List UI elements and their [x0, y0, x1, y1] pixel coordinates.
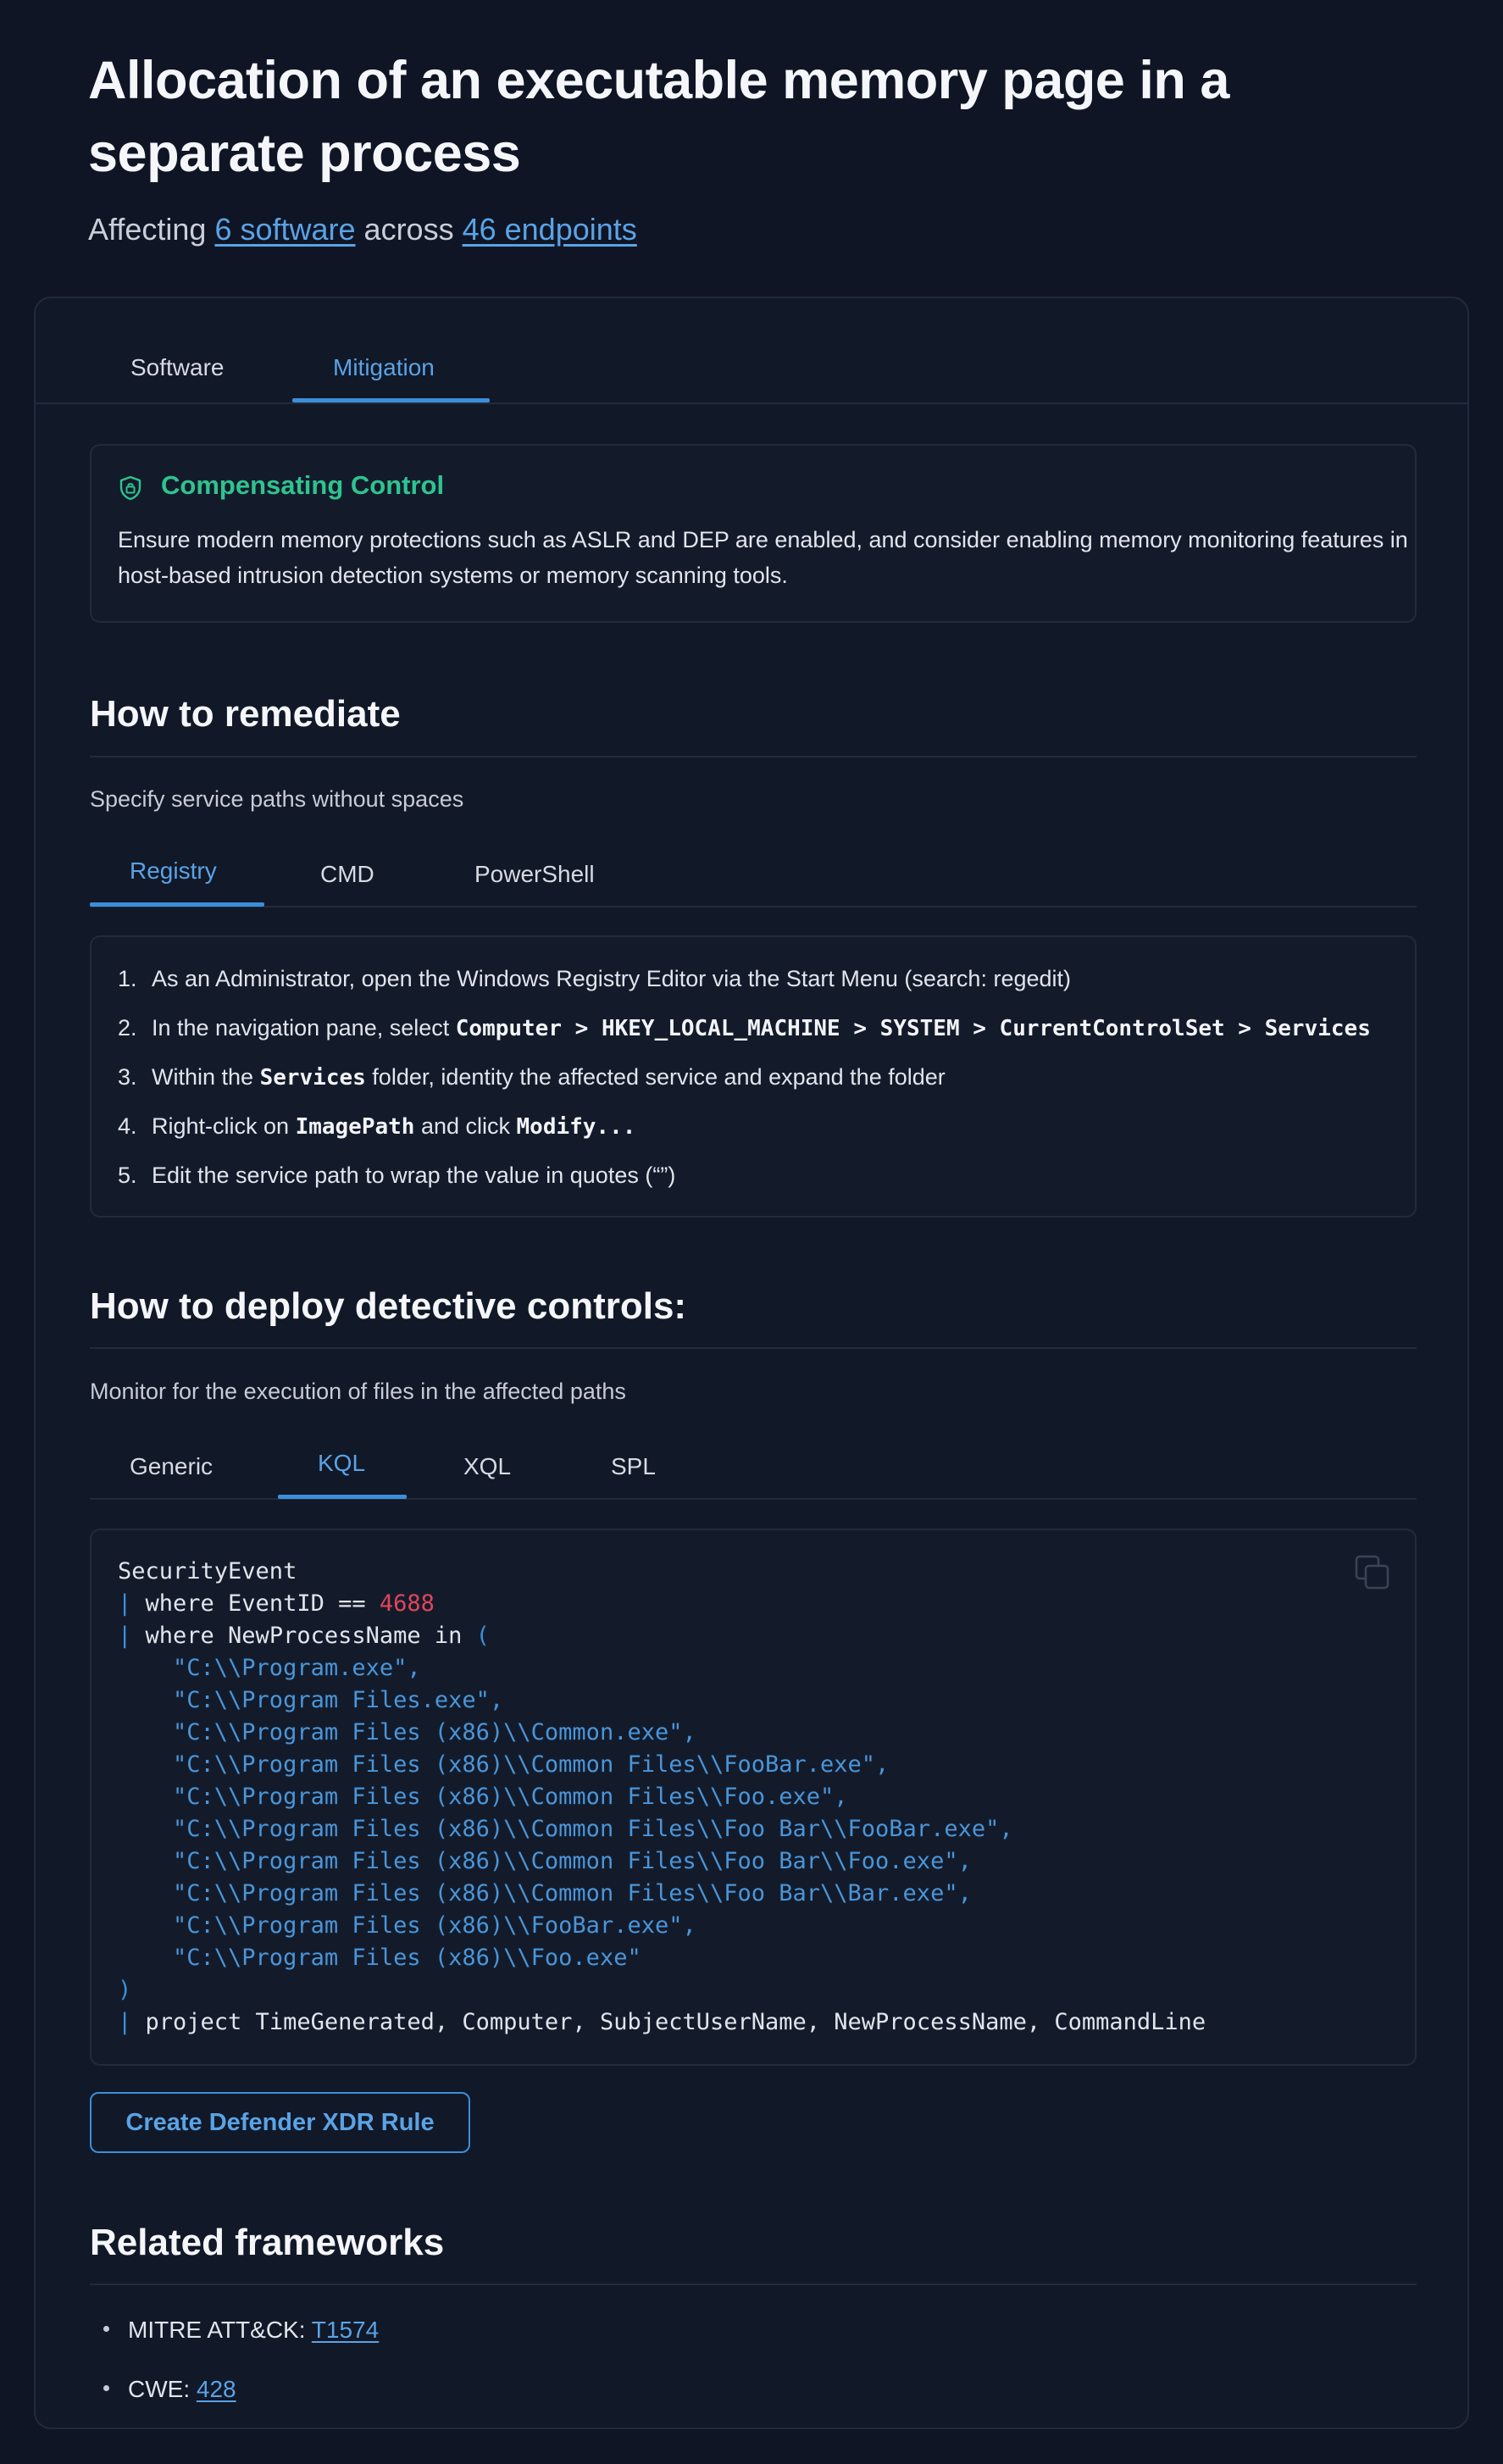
kql-query [118, 1556, 1206, 2039]
code-token: "C:\\Program Files (x86)\\Common.exe", [118, 1719, 696, 1745]
divider [90, 2284, 1417, 2285]
code-token: "C:\\Program Files (x86)\\Common Files\\Foo Bar\\Foo.exe", [118, 1848, 972, 1874]
code-line [118, 1942, 1206, 1974]
tab-software[interactable]: Software [130, 354, 225, 380]
code-token: "C:\\Program.exe", [118, 1655, 421, 1681]
remediation-step [118, 1052, 1414, 1102]
compensating-control-text: Ensure modern memory protections such as ASLR and DEP are enabled, and consider enabling memory monitoring features in host-based intrusion detection systems or memory scanning tools. [118, 527, 1408, 588]
code-token: | [118, 1590, 146, 1617]
code-token: 4688 [379, 1590, 435, 1617]
remediate-heading: How to remediate [90, 693, 401, 735]
code-token: | [118, 1623, 146, 1649]
step-number: 2. [118, 1015, 137, 1041]
code-line [118, 1910, 1206, 1942]
detective-subtitle: Monitor for the execution of files in the affected paths [90, 1379, 626, 1404]
bullet [103, 2326, 109, 2332]
step-code: Modify... [516, 1114, 636, 1140]
frameworks-heading: Related frameworks [90, 2222, 445, 2263]
code-token: where NewProcessName in [145, 1623, 476, 1649]
affecting-mid: across [363, 212, 454, 247]
code-line [118, 1878, 1206, 1910]
tab-generic[interactable]: Generic [130, 1453, 214, 1479]
framework-label: MITRE ATT&CK: [128, 2317, 306, 2343]
detective-heading: How to deploy detective controls: [90, 1285, 687, 1327]
remediate-tabbar-line [90, 906, 1417, 907]
tab-xql[interactable]: XQL [463, 1453, 512, 1479]
remediation-step [118, 1151, 1414, 1200]
code-line [118, 1749, 1206, 1781]
step-number: 5. [118, 1163, 137, 1188]
code-token: "C:\\Program Files (x86)\\Common Files\\Foo Bar\\FooBar.exe", [118, 1816, 1013, 1842]
step-number: 3. [118, 1064, 137, 1090]
code-line [118, 1717, 1206, 1749]
cwe-link[interactable]: 428 [196, 2376, 236, 2402]
code-line [118, 1684, 1206, 1717]
tab-mitigation[interactable]: Mitigation [333, 354, 435, 380]
shield-lock-icon [118, 475, 143, 501]
code-token: "C:\\Program Files (x86)\\Common Files\\FooBar.exe", [118, 1751, 890, 1778]
divider [90, 1347, 1417, 1349]
step-text: Edit the service path to wrap the value in quotes (“”) [152, 1163, 676, 1188]
code-line [118, 1781, 1206, 1813]
code-block [90, 1529, 1417, 2066]
endpoints-count-link[interactable]: 46 endpoints [462, 212, 637, 247]
code-token: SecurityEvent [118, 1558, 297, 1584]
code-token: | [118, 2009, 146, 2035]
detail-card [34, 297, 1469, 2429]
step-code: Services [259, 1065, 366, 1090]
create-defender-xdr-rule-button[interactable]: Create Defender XDR Rule [90, 2092, 470, 2153]
remediation-steps-list [118, 954, 1414, 1200]
step-text: and click [414, 1113, 517, 1139]
code-line [118, 1974, 1206, 2006]
remediate-tab-indicator [90, 902, 264, 907]
code-line [118, 1652, 1206, 1684]
tab-cmd[interactable]: CMD [320, 861, 374, 887]
detective-tab-indicator [278, 1495, 407, 1499]
step-code: ImagePath [295, 1114, 415, 1140]
code-token: ) [118, 1977, 132, 2003]
step-number: 1. [118, 966, 137, 991]
code-token: project TimeGenerated, Computer, SubjectUserName, NewProcessName, CommandLine [145, 2009, 1206, 2035]
step-text: In the navigation pane, select [152, 1015, 456, 1041]
tab-kql[interactable]: KQL [318, 1450, 366, 1476]
remediation-step [118, 1102, 1414, 1151]
step-code: Computer > HKEY_LOCAL_MACHINE > SYSTEM > CurrentControlSet > Services [455, 1016, 1371, 1041]
code-line [118, 1588, 1206, 1620]
step-number: 4. [118, 1113, 137, 1139]
framework-item-cwe [103, 2376, 236, 2403]
divider [90, 756, 1417, 758]
affecting-summary [88, 212, 637, 247]
compensating-control-title: Compensating Control [161, 470, 445, 500]
code-token: "C:\\Program Files (x86)\\Common Files\\Foo Bar\\Bar.exe", [118, 1880, 972, 1906]
remediation-steps-box [90, 935, 1417, 1218]
step-text: folder, identity the affected service and expand the folder [365, 1064, 946, 1090]
code-line [118, 1813, 1206, 1845]
tab-active-indicator [292, 398, 490, 402]
bullet [103, 2385, 109, 2391]
tab-spl[interactable]: SPL [611, 1453, 656, 1479]
remediation-step [118, 1003, 1414, 1052]
code-token: "C:\\Program Files (x86)\\FooBar.exe", [118, 1912, 696, 1939]
compensating-control-box [90, 444, 1417, 623]
page-title: Allocation of an executable memory page in a separate process [88, 51, 1229, 183]
framework-item-mitre [103, 2317, 379, 2344]
tab-registry[interactable]: Registry [130, 857, 217, 884]
remediation-step [118, 954, 1414, 1003]
code-line [118, 1620, 1206, 1652]
code-line [118, 2006, 1206, 2039]
step-text: As an Administrator, open the Windows Registry Editor via the Start Menu (search: regedit) [152, 966, 1071, 991]
code-token: where EventID == [145, 1590, 380, 1617]
framework-label: CWE: [128, 2376, 191, 2402]
software-count-link[interactable]: 6 software [214, 212, 356, 247]
code-line [118, 1556, 1206, 1588]
tab-powershell[interactable]: PowerShell [474, 861, 595, 887]
code-line [118, 1845, 1206, 1878]
copy-icon[interactable] [1354, 1554, 1391, 1591]
code-token: ( [475, 1623, 490, 1649]
main-tabbar [36, 298, 1467, 404]
mitre-technique-link[interactable]: T1574 [311, 2317, 380, 2343]
step-text: Within the [152, 1064, 260, 1090]
code-token: "C:\\Program Files (x86)\\Foo.exe" [118, 1945, 641, 1971]
code-token: "C:\\Program Files.exe", [118, 1687, 504, 1713]
affecting-prefix: Affecting [88, 212, 207, 247]
remediate-subtitle: Specify service paths without spaces [90, 786, 464, 812]
step-text: Right-click on [152, 1113, 296, 1139]
code-token: "C:\\Program Files (x86)\\Common Files\\Foo.exe", [118, 1784, 848, 1810]
